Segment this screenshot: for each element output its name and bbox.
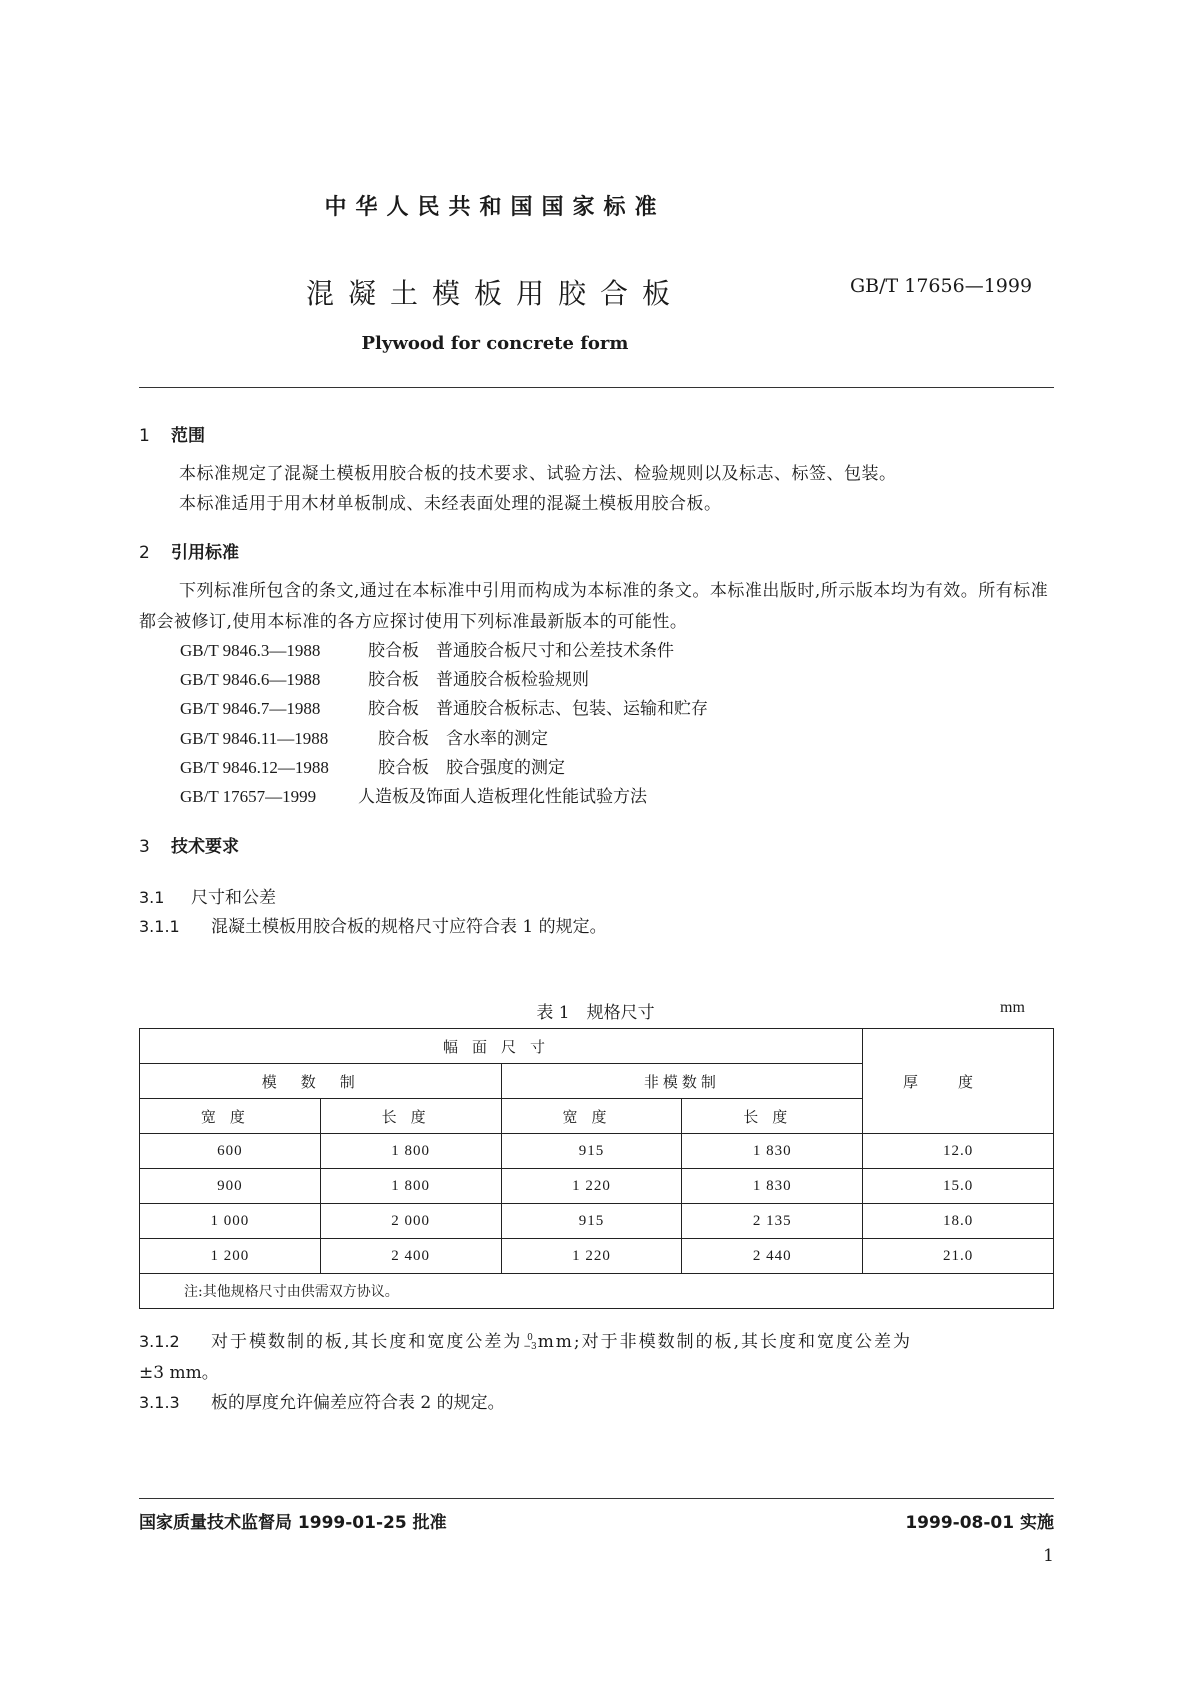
length-header: 长度: [381, 1107, 440, 1126]
reference-code: GB/T 9846.3—1988: [180, 641, 321, 660]
tolerance: [523, 1334, 536, 1352]
table-1: [139, 1028, 1054, 1309]
cell-nonmodular-length: 2 440: [682, 1239, 863, 1274]
section-title: 引用标准: [171, 543, 239, 563]
reference-code: GB/T 9846.11—1988: [180, 729, 329, 748]
cell-modular-width: 900: [140, 1169, 321, 1204]
clause-3-1-3: [139, 1388, 505, 1413]
reference-title: 人造板及饰面人造板理化性能试验方法: [358, 787, 647, 807]
width-header: 宽度: [562, 1107, 621, 1126]
clause-number: 3.1.3: [139, 1393, 180, 1412]
reference-item: [180, 664, 589, 696]
approval-date: 国家质量技术监督局 1999-01-25 批准: [139, 1513, 447, 1533]
cell-modular-length: 2 000: [320, 1204, 501, 1239]
clause-text-continued: mm;对于非模数制的板,其长度和宽度公差为: [537, 1332, 913, 1352]
nonmodular-header: 非模数制: [643, 1072, 720, 1091]
reference-item: [180, 752, 565, 784]
standard-number: GB/T 17656—1999: [850, 275, 1033, 297]
footer-divider: [139, 1498, 1054, 1499]
cell-nonmodular-length: 2 135: [682, 1204, 863, 1239]
cell-nonmodular-length: 1 830: [682, 1169, 863, 1204]
reference-item: [180, 781, 647, 813]
reference-code: GB/T 9846.7—1988: [180, 699, 321, 718]
clause-3-1-2: [139, 1327, 1054, 1352]
cell-modular-width: 1 000: [140, 1204, 321, 1239]
cell-modular-length: 2 400: [320, 1239, 501, 1274]
cell-thickness: 12.0: [863, 1134, 1054, 1169]
reference-title: 胶合板 胶合强度的测定: [378, 758, 565, 778]
section-2-intro: 下列标准所包含的条文,通过在本标准中引用而构成为本标准的条文。本标准出版时,所示版本均为有效。所有标准都会被修订,使用本标准的各方应探讨使用下列标准最新版本的可能性。: [139, 581, 1049, 632]
section-number: 1: [139, 426, 150, 446]
section-1-heading: [139, 421, 205, 446]
clause-text: 对于模数制的板,其长度和宽度公差为: [211, 1332, 523, 1352]
cell-nonmodular-width: 915: [501, 1134, 682, 1169]
cell-nonmodular-width: 1 220: [501, 1169, 682, 1204]
tolerance-lower: −3: [523, 1341, 537, 1352]
table-row: [140, 1169, 1054, 1204]
reference-title: 胶合板 普通胶合板检验规则: [368, 670, 589, 690]
clause-3-1-2-line-2: ±3 mm。: [139, 1363, 219, 1383]
section-title: 范围: [171, 426, 205, 446]
table-note: 注:其他规格尺寸由供需双方协议。: [140, 1274, 1054, 1309]
section-title: 技术要求: [171, 837, 239, 857]
english-title: Plywood for concrete form: [361, 333, 629, 354]
page-number: 1: [1043, 1546, 1054, 1566]
table-row: [140, 1204, 1054, 1239]
section-3-heading: [139, 832, 239, 857]
clause-number: 3.1.1: [139, 917, 180, 936]
table-row: [140, 1239, 1054, 1274]
implementation-date: 1999-08-01 实施: [905, 1513, 1054, 1533]
cell-thickness: 21.0: [863, 1239, 1054, 1274]
group-header: 幅面尺寸: [443, 1037, 560, 1056]
table-row: [140, 1134, 1054, 1169]
thickness-header: 厚度: [903, 1072, 1014, 1091]
table-1-caption: 表 1 规格尺寸: [536, 1003, 655, 1023]
national-standard-label: 中华人民共和国国家标准: [324, 195, 666, 220]
clause-3-1-1: [139, 912, 607, 937]
cell-thickness: 15.0: [863, 1169, 1054, 1204]
clause-text: 混凝土模板用胶合板的规格尺寸应符合表 1 的规定。: [211, 917, 607, 937]
reference-title: 胶合板 普通胶合板标志、包装、运输和贮存: [368, 699, 708, 719]
reference-code: GB/T 9846.6—1988: [180, 670, 321, 689]
reference-code: GB/T 17657—1999: [180, 787, 317, 806]
section-number: 2: [139, 543, 150, 563]
cell-nonmodular-width: 1 220: [501, 1239, 682, 1274]
reference-title: 胶合板 含水率的测定: [378, 729, 548, 749]
section-1-paragraph-2: 本标准适用于用木材单板制成、未经表面处理的混凝土模板用胶合板。: [179, 494, 722, 514]
table-1-unit: mm: [1000, 999, 1025, 1016]
modular-header: 模数制: [261, 1072, 379, 1091]
clause-text: 板的厚度允许偏差应符合表 2 的规定。: [211, 1393, 505, 1413]
cell-modular-width: 600: [140, 1134, 321, 1169]
cell-thickness: 18.0: [863, 1204, 1054, 1239]
clause-text: 尺寸和公差: [191, 888, 276, 908]
clause-number: 3.1.2: [139, 1332, 180, 1351]
section-2-heading: [139, 538, 239, 563]
cell-nonmodular-width: 915: [501, 1204, 682, 1239]
reference-item: [180, 635, 674, 667]
cell-modular-length: 1 800: [320, 1169, 501, 1204]
reference-title: 胶合板 普通胶合板尺寸和公差技术条件: [368, 641, 674, 661]
document-title: 混凝土模板用胶合板: [305, 277, 684, 310]
header-divider: [139, 387, 1054, 388]
reference-item: [180, 693, 708, 725]
reference-code: GB/T 9846.12—1988: [180, 758, 329, 777]
cell-nonmodular-length: 1 830: [682, 1134, 863, 1169]
clause-3-1: [139, 883, 276, 908]
section-number: 3: [139, 837, 150, 857]
width-header: 宽度: [200, 1107, 259, 1126]
length-header: 长度: [743, 1107, 802, 1126]
reference-item: [180, 723, 548, 755]
tolerance-upper: 0: [527, 1332, 533, 1343]
cell-modular-length: 1 800: [320, 1134, 501, 1169]
section-1-paragraph-1: 本标准规定了混凝土模板用胶合板的技术要求、试验方法、检验规则以及标志、标签、包装。: [179, 464, 897, 484]
clause-number: 3.1: [139, 888, 165, 907]
cell-modular-width: 1 200: [140, 1239, 321, 1274]
